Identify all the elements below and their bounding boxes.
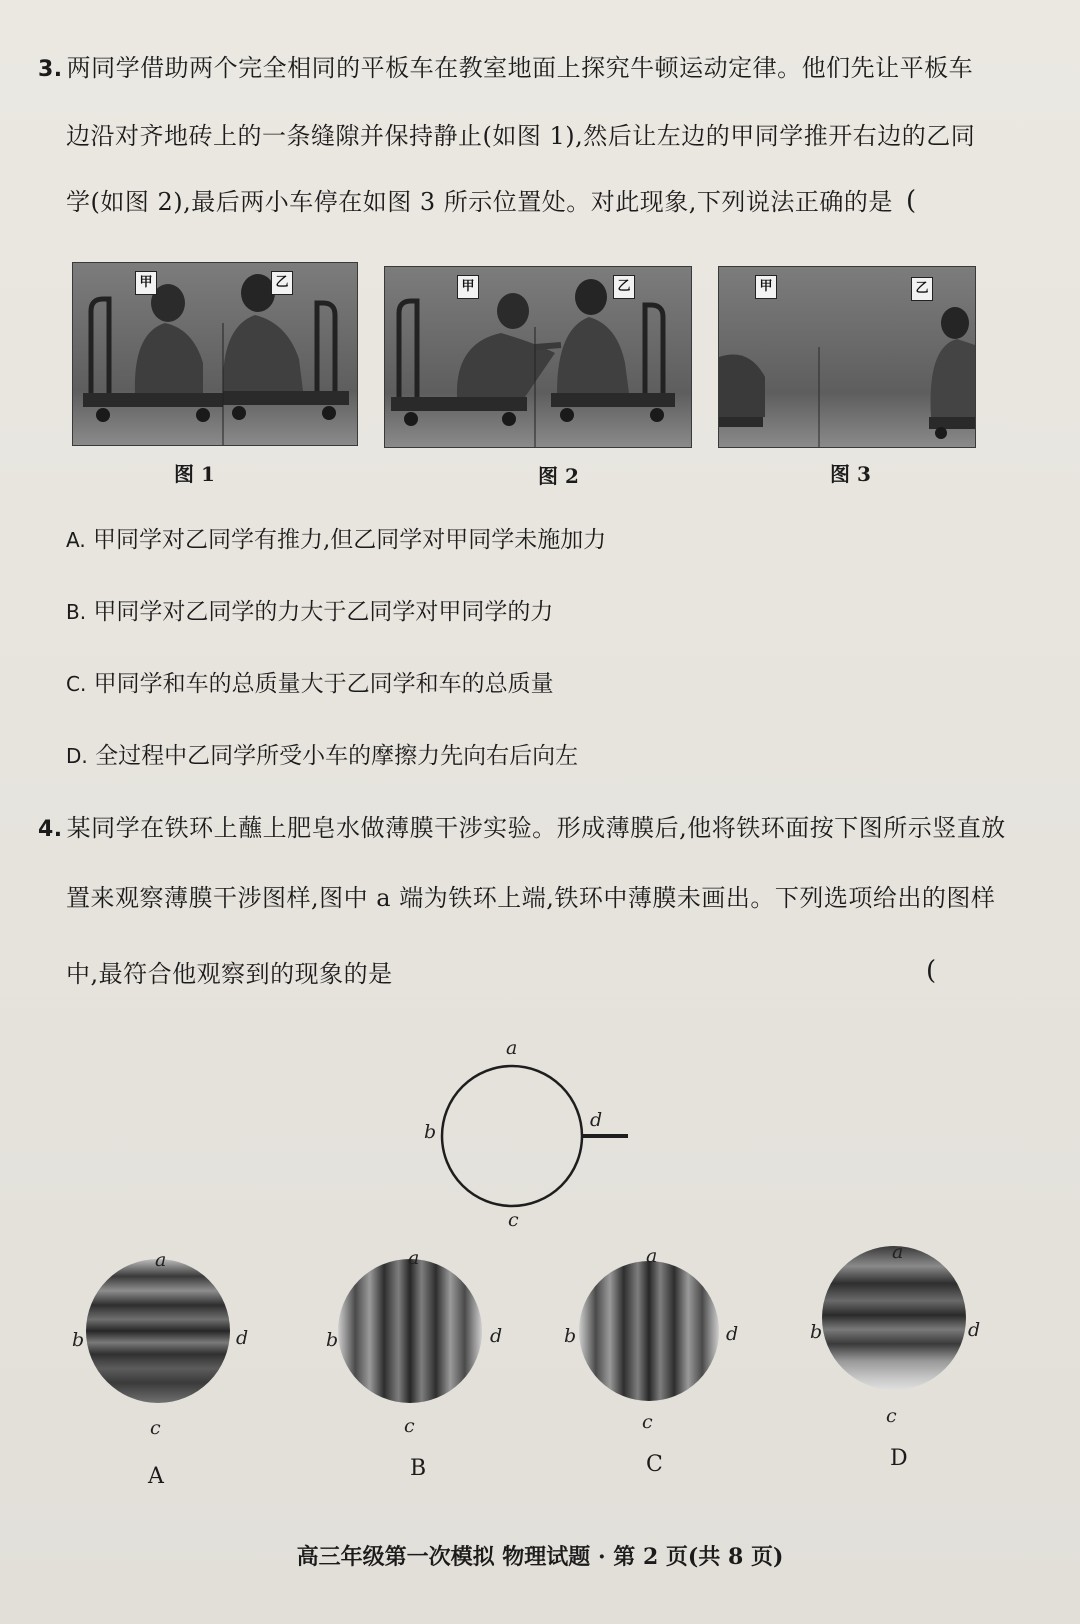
choice-a-label-b: b [72, 1329, 85, 1351]
tag-jia: 甲 [755, 275, 777, 299]
q4-stem-line-3: 中,最符合他观察到的现象的是 [66, 960, 393, 988]
choice-d-label-c: c [886, 1405, 897, 1427]
choice-a-pattern [86, 1259, 230, 1403]
q4-stem-line-1: 4. 某同学在铁环上蘸上肥皂水做薄膜干涉实验。形成薄膜后,他将铁环面按下图所示竖直放 [38, 814, 1006, 842]
tag-jia: 甲 [135, 271, 157, 295]
q4-stem-line-2: 置来观察薄膜干涉图样,图中 a 端为铁环上端,铁环中薄膜未画出。下列选项给出的图样 [66, 884, 996, 912]
choice-a-label-a: a [155, 1249, 167, 1271]
q3-option-c: C. 甲同学和车的总质量大于乙同学和车的总质量 [66, 671, 554, 697]
q3-stem-line-3: 学(如图 2),最后两小车停在如图 3 所示位置处。对此现象,下列说法正确的是 [66, 188, 893, 216]
q4-number: 4. [38, 817, 63, 842]
q3-option-b: B. 甲同学对乙同学的力大于乙同学对甲同学的力 [66, 599, 554, 625]
choice-c-label-c: c [642, 1411, 653, 1433]
choice-d-label-a: a [892, 1241, 904, 1263]
q3-number: 3. [38, 57, 63, 82]
q3-option-a: A. 甲同学对乙同学有推力,但乙同学对甲同学未施加力 [66, 527, 607, 553]
tag-jia: 甲 [457, 275, 479, 299]
q3-answer-paren: ( [906, 186, 917, 216]
choice-c-label-b: b [564, 1325, 577, 1347]
choice-b-label-b: b [326, 1329, 339, 1351]
q3-figure-3-caption: 图 3 [830, 462, 871, 486]
ring-label-b: b [424, 1121, 437, 1143]
choice-c-label-a: a [646, 1245, 658, 1267]
choice-a-label-d: d [236, 1327, 249, 1349]
tag-yi: 乙 [613, 275, 635, 299]
choice-d-label-b: b [810, 1321, 823, 1343]
choice-a-label-c: c [150, 1417, 161, 1439]
choice-d-letter: D [890, 1446, 908, 1471]
choice-c-label-d: d [726, 1323, 739, 1345]
q3-option-d: D. 全过程中乙同学所受小车的摩擦力先向右后向左 [66, 743, 579, 769]
choice-d-label-d: d [968, 1319, 981, 1341]
choice-b-pattern [338, 1259, 482, 1403]
tag-yi: 乙 [271, 271, 293, 295]
choice-d-pattern [822, 1246, 966, 1390]
q3-figure-2-caption: 图 2 [538, 464, 579, 488]
choice-a-letter: A [148, 1464, 164, 1489]
page-footer: 高三年级第一次模拟 物理试题 · 第 2 页(共 8 页) [296, 1544, 784, 1570]
choice-b-label-a: a [408, 1247, 420, 1269]
choice-c-pattern [579, 1261, 719, 1401]
q4-answer-paren: ( [926, 956, 937, 986]
ring-label-c: c [508, 1209, 519, 1231]
q3-stem-line-1: 3. 两同学借助两个完全相同的平板车在教室地面上探究牛顿运动定律。他们先让平板车 [38, 54, 974, 82]
ring-label-d: d [590, 1109, 603, 1131]
choice-b-label-d: d [490, 1325, 503, 1347]
q3-figure-1-caption: 图 1 [174, 462, 215, 486]
iron-ring [442, 1066, 582, 1206]
tag-yi: 乙 [911, 277, 933, 301]
q3-stem-line-2: 边沿对齐地砖上的一条缝隙并保持静止(如图 1),然后让左边的甲同学推开右边的乙同 [66, 122, 976, 150]
choice-b-label-c: c [404, 1415, 415, 1437]
ring-label-a: a [506, 1037, 518, 1059]
choice-c-letter: C [646, 1452, 663, 1477]
choice-b-letter: B [410, 1456, 427, 1481]
